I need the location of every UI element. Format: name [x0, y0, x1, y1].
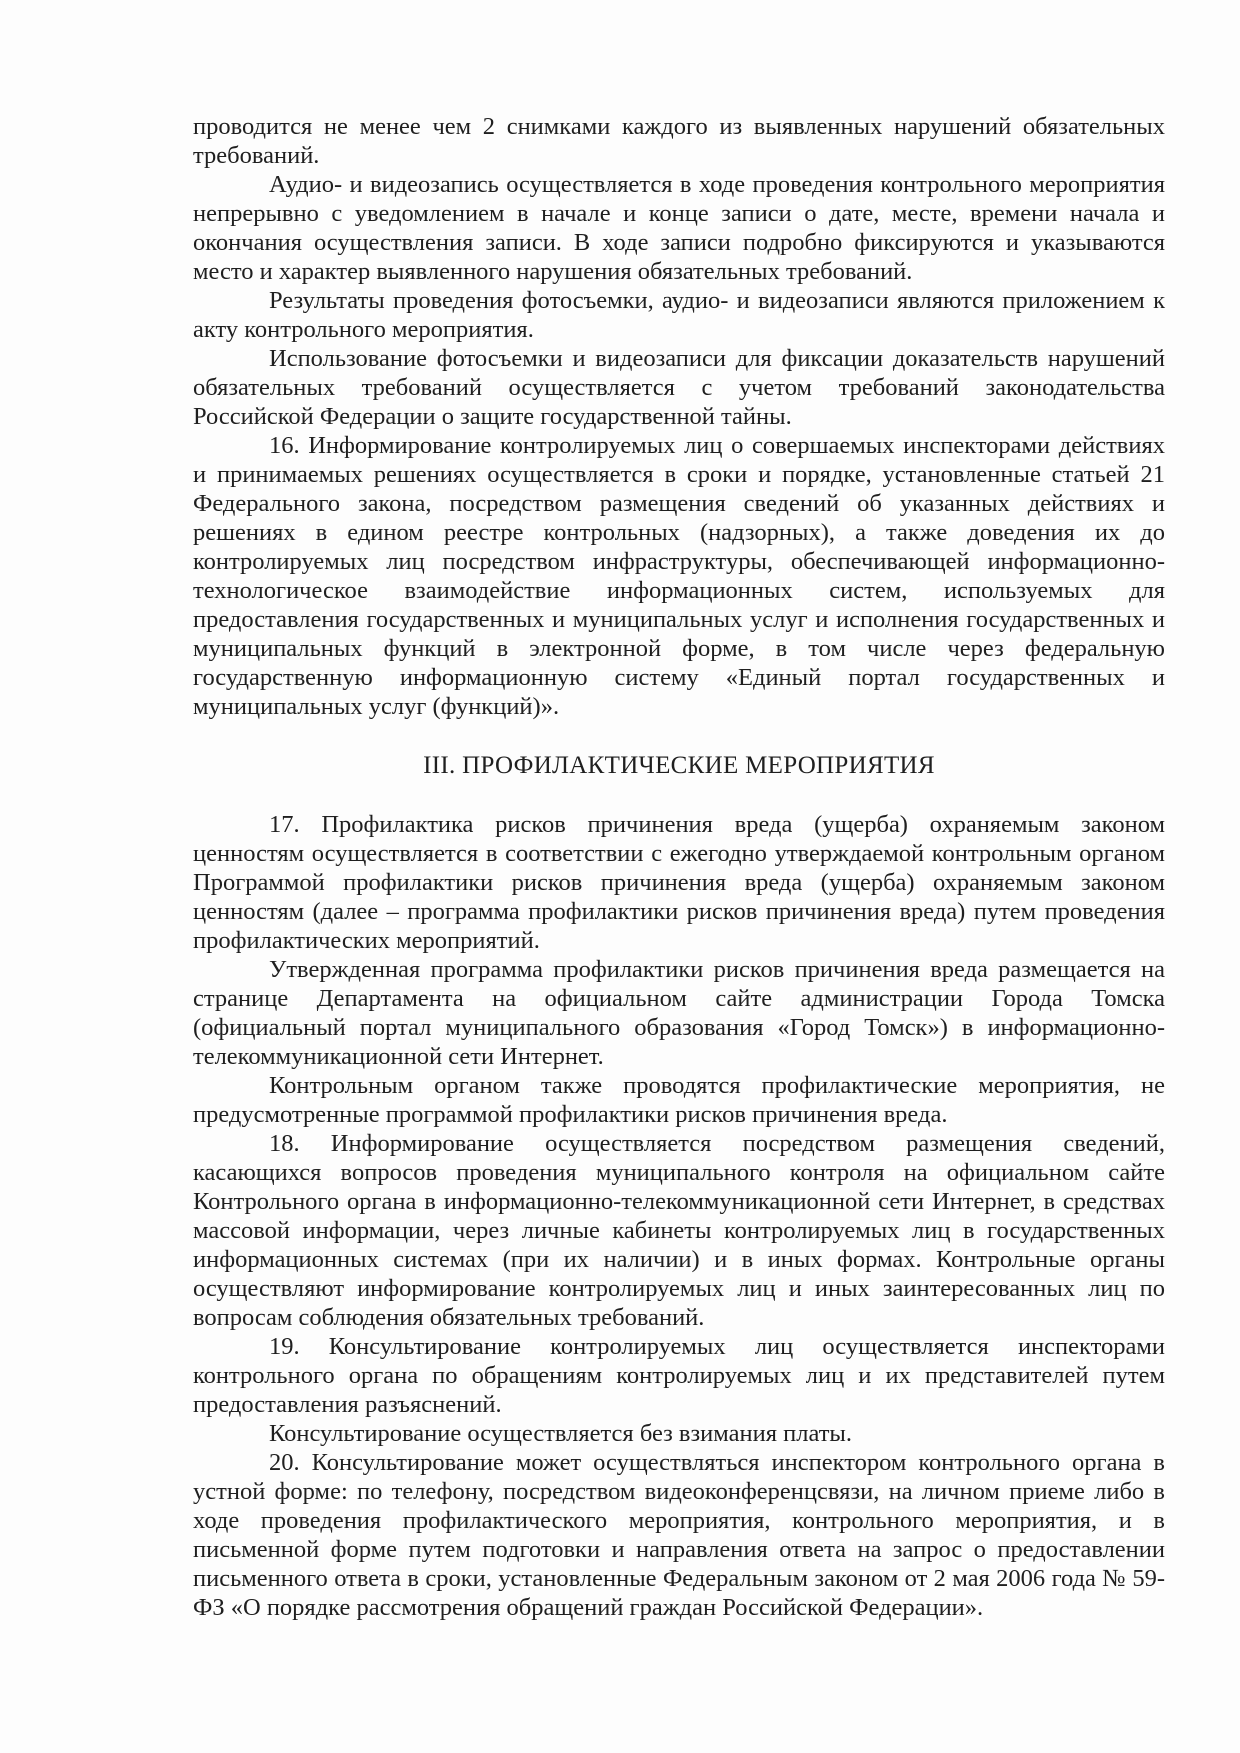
paragraph-continuation: проводится не менее чем 2 снимками каждого из выявленных нарушений обязательных требований.: [193, 113, 1165, 169]
paragraph-audio-video: Аудио- и видеозапись осуществляется в ходе проведения контрольного мероприятия непрерывно с уведомлением в начале и конце записи о дате, месте, времени начала и окончания осуществления записи. В ходе записи подробно фиксируются и указываются место и характер выявленного нарушения обязательных требований.: [193, 171, 1165, 285]
paragraph-free-consultation: Консультирование осуществляется без взимания платы.: [269, 1420, 852, 1447]
paragraph-state-secret: Использование фотосъемки и видеозаписи для фиксации доказательств нарушений обязательных требований осуществляется с учетом требований законодательства Российской Федерации о защите государственной тайны.: [193, 345, 1165, 430]
paragraph-extra-measures: Контрольным органом также проводятся профилактические мероприятия, не предусмотренные программой профилактики рисков причинения вреда.: [193, 1072, 1165, 1128]
paragraph-results: Результаты проведения фотосъемки, аудио- и видеозаписи являются приложением к акту контрольного мероприятия.: [193, 287, 1165, 343]
paragraph-16: 16. Информирование контролируемых лиц о совершаемых инспекторами действиях и принимаемых решениях осуществляется в сроки и порядке, установленные статьей 21 Федерального закона, посредством размещения сведений об указанных действиях и решениях в едином реестре контрольных (надзорных), а также доведения их до контролируемых лиц посредством инфраструктуры, обеспечивающей информационно-технологическое взаимодействие информационных систем, используемых для предоставления государственных и муниципальных услуг и исполнения государственных и муниципальных функций в электронной форме, в том числе через федеральную государственную информационную систему «Единый портал государственных и муниципальных услуг (функций)».: [193, 432, 1165, 720]
paragraph-18: 18. Информирование осуществляется посредством размещения сведений, касающихся вопросов проведения муниципального контроля на официальном сайте Контрольного органа в информационно-телекоммуникационной сети Интернет, в средствах массовой информации, через личные кабинеты контролируемых лиц в государственных информационных системах (при их наличии) и в иных формах. Контрольные органы осуществляют информирование контролируемых лиц и иных заинтересованных лиц по вопросам соблюдения обязательных требований.: [193, 1130, 1165, 1331]
paragraph-program-published: Утвержденная программа профилактики рисков причинения вреда размещается на странице Департамента на официальном сайте администрации Города Томска (официальный портал муниципального образования «Город Томск») в информационно-телекоммуникационной сети Интернет.: [193, 956, 1165, 1070]
document-body: [193, 112, 1165, 1622]
section-heading: III. ПРОФИЛАКТИЧЕСКИЕ МЕРОПРИЯТИЯ: [423, 752, 935, 779]
paragraph-17: 17. Профилактика рисков причинения вреда (ущерба) охраняемым законом ценностям осуществляется в соответствии с ежегодно утверждаемой контрольным органом Программой профилактики рисков причинения вреда (ущерба) охраняемым законом ценностям (далее – программа профилактики рисков причинения вреда) путем проведения профилактических мероприятий.: [193, 811, 1165, 954]
paragraph-19: 19. Консультирование контролируемых лиц осуществляется инспекторами контрольного органа по обращениям контролируемых лиц и их представителей путем предоставления разъяснений.: [193, 1333, 1165, 1418]
paragraph-20: 20. Консультирование может осуществляться инспектором контрольного органа в устной форме: по телефону, посредством видеоконференцсвязи, на личном приеме либо в ходе проведения профилактического мероприятия, контрольного мероприятия, и в письменной форме путем подготовки и направления ответа на запрос о предоставлении письменного ответа в сроки, установленные Федеральным законом от 2 мая 2006 года № 59-ФЗ «О порядке рассмотрения обращений граждан Российской Федерации».: [193, 1449, 1165, 1621]
